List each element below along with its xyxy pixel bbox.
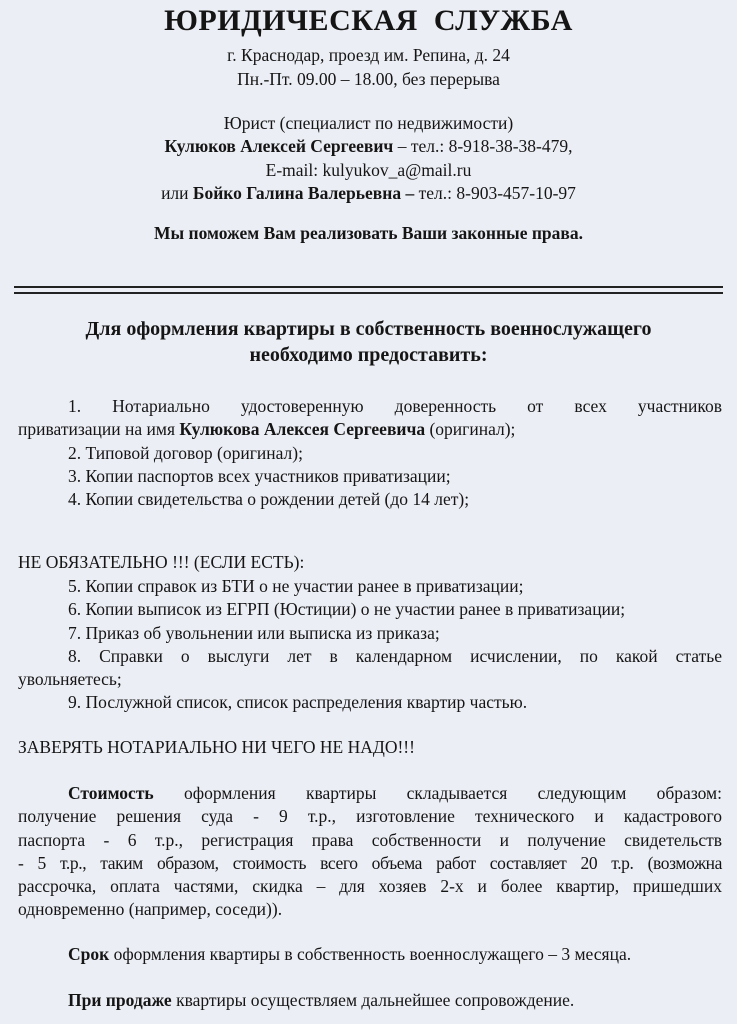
list-item-1-name: Кулюкова Алексея Сергеевича [179,419,426,439]
contact-primary-phone: – тел.: 8-918-38-38-479, [393,136,573,156]
cost-label: Стоимость [68,783,154,803]
list-item-4: 4. Копии свидетельства о рождении детей (до 14 лет); [68,489,470,509]
list-item-6: 6. Копии выписок из ЕГРП (Юстиции) о не участии ранее в приватизации; [68,599,626,619]
sale-paragraph [68,990,574,1011]
list-item-9: 9. Послужной список, список распределения квартир частью. [68,692,528,712]
term-text: оформления квартиры в собственность военнослужащего – 3 месяца. [109,944,632,964]
cost-paragraph-line3: паспорта - 6 т.р., регистрация права собственности и получение свидетельств [18,830,722,850]
divider-top [14,286,723,288]
sale-text: квартиры осуществляем дальнейшее сопровождение. [171,990,575,1010]
cost-paragraph-line4: - 5 т.р., таким образом, стоимость всего объема работ составляет 20 т.р. (возможна [18,853,722,873]
cost-paragraph-line5: рассрочка, оплата частями, скидка – для хозяев 2-х и более квартир, пришедших [18,876,722,896]
working-hours: Пн.-Пт. 09.00 – 18.00, без перерыва [237,69,500,89]
cost-text: оформления квартиры складывается следующим образом: [153,783,722,803]
list-item-3: 3. Копии паспортов всех участников приватизации; [68,466,451,486]
cost-paragraph-line1 [68,783,722,804]
contact-secondary-phone: тел.: 8-903-457-10-97 [414,183,576,203]
list-item-1-cont [18,419,515,440]
contact-secondary-name: Бойко Галина Валерьевна – [192,183,415,203]
optional-heading: НЕ ОБЯЗАТЕЛЬНО !!! (ЕСЛИ ЕСТЬ): [18,552,305,572]
section-heading-line1: Для оформления квартиры в собственность военнослужащего [85,318,652,340]
list-item-1-text: приватизации на имя [18,419,180,439]
lawyer-role: Юрист (специалист по недвижимости) [223,113,514,133]
cost-paragraph-line2: получение решения суда - 9 т.р., изготовление технического и кадастрового [18,806,722,826]
contact-email: E-mail: kulyukov_a@mail.ru [265,160,472,180]
cost-paragraph-line6: одновременно (например, соседи)). [18,899,283,919]
notary-note: ЗАВЕРЯТЬ НОТАРИАЛЬНО НИ ЧЕГО НЕ НАДО!!! [18,737,415,757]
slogan: Мы поможем Вам реализовать Ваши законные права. [154,223,583,243]
list-item-2: 2. Типовой договор (оригинал); [68,443,303,463]
contact-primary [0,136,737,157]
list-item-1: 1. Нотариально удостоверенную доверенность от всех участников [68,396,722,416]
address: г. Краснодар, проезд им. Репина, д. 24 [227,45,510,65]
list-item-1-suffix: (оригинал); [425,419,516,439]
contact-primary-name: Кулюков Алексей Сергеевич [164,136,394,156]
term-paragraph [68,944,631,965]
contact-secondary-prefix: или [161,183,193,203]
divider-bottom [14,292,723,294]
list-item-7: 7. Приказ об увольнении или выписка из приказа; [68,623,440,643]
list-item-8-cont: увольняетесь; [18,669,122,689]
list-item-5: 5. Копии справок из БТИ о не участии ранее в приватизации; [68,576,524,596]
contact-secondary [0,183,737,204]
term-label: Срок [68,944,110,964]
section-heading-line2: необходимо предоставить: [249,344,488,366]
page-title: ЮРИДИЧЕСКАЯ СЛУЖБА [164,4,573,37]
list-item-8: 8. Справки о выслуги лет в календарном исчислении, по какой статье [68,646,722,666]
sale-label: При продаже [68,990,172,1010]
